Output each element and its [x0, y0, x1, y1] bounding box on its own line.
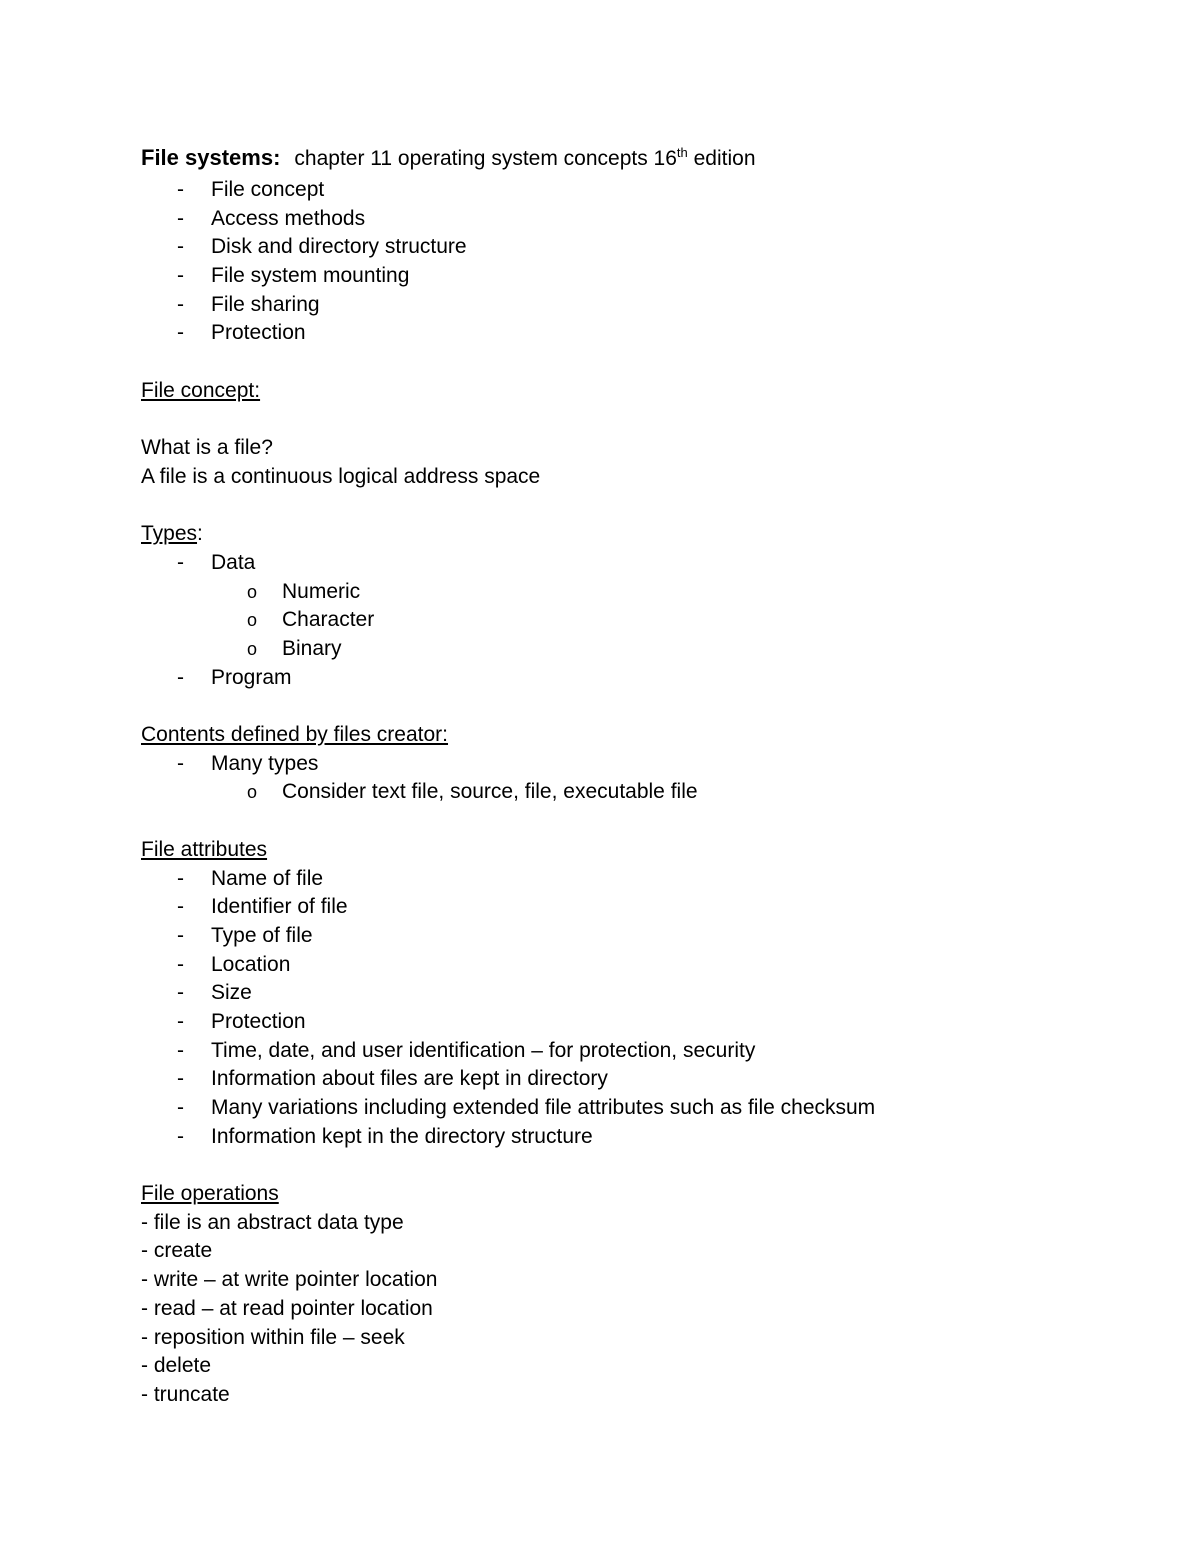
list-item	[141, 205, 1141, 234]
list-item	[141, 893, 1141, 922]
list-item-text: Protection	[211, 1009, 306, 1033]
operation-line: - create	[141, 1239, 213, 1263]
paragraph-answer: A file is a continuous logical address space	[141, 464, 541, 488]
list-item	[141, 291, 1141, 320]
circle-bullet: o	[247, 581, 258, 602]
list-item	[141, 664, 1141, 693]
section-heading-attributes: File attributes	[141, 837, 268, 861]
sub-list-item	[141, 578, 1141, 607]
list-item-text: Many types	[211, 751, 319, 775]
list-item	[141, 750, 1141, 779]
list-item-text: Identifier of file	[211, 895, 348, 919]
list-item-text: Access methods	[211, 206, 366, 230]
dash-bullet: -	[177, 264, 184, 288]
sub-list-item-text: Character	[282, 608, 375, 632]
sub-list-item	[141, 635, 1141, 664]
dash-bullet: -	[177, 321, 184, 345]
dash-bullet: -	[177, 895, 184, 919]
sub-list-item-text: Numeric	[282, 579, 361, 603]
title-bold: File systems:	[141, 145, 281, 170]
sub-list-item	[141, 606, 1141, 635]
sub-list-item-text: Binary	[282, 637, 342, 660]
dash-bullet: -	[177, 1067, 184, 1091]
list-item-text: Size	[211, 981, 252, 1005]
document-body	[141, 140, 1141, 1410]
list-item-text: Time, date, and user identification – for protection, security	[211, 1038, 756, 1062]
list-item	[141, 1094, 1141, 1123]
dash-bullet: -	[177, 550, 184, 574]
list-item-text: Information kept in the directory structure	[211, 1124, 593, 1148]
list-item-text: File sharing	[211, 292, 320, 316]
title-rest: chapter 11 operating system concepts 16	[294, 147, 677, 170]
section-heading-operations: File operations	[141, 1182, 279, 1206]
circle-bullet: o	[247, 782, 258, 803]
list-item-text: Many variations including extended file attributes such as file checksum	[211, 1096, 876, 1119]
spacer	[141, 1151, 1141, 1180]
list-item	[141, 979, 1141, 1008]
list-item-text: Program	[211, 665, 292, 689]
spacer	[141, 348, 1141, 377]
title-superscript: th	[676, 145, 688, 160]
section-heading-file-concept: File concept:	[141, 378, 261, 402]
dash-bullet: -	[177, 981, 184, 1005]
section-heading-contents: Contents defined by files creator:	[141, 723, 449, 747]
list-item	[141, 1065, 1141, 1094]
circle-bullet: o	[247, 639, 258, 659]
dash-bullet: -	[177, 751, 184, 775]
page-title	[141, 140, 1141, 176]
operation-line: - truncate	[141, 1382, 230, 1406]
dash-bullet: -	[177, 178, 184, 201]
dash-bullet: -	[177, 866, 184, 890]
list-item	[141, 1123, 1141, 1152]
dash-bullet: -	[177, 952, 184, 976]
list-item	[141, 951, 1141, 980]
list-item-text: Location	[211, 952, 291, 976]
circle-bullet: o	[247, 610, 258, 631]
list-item	[141, 1008, 1141, 1037]
list-item-text: File concept	[211, 178, 325, 201]
dash-bullet: -	[177, 1096, 184, 1119]
sub-list-item-text: Consider text file, source, file, executable file	[282, 780, 698, 804]
dash-bullet: -	[177, 665, 184, 689]
list-item	[141, 319, 1141, 348]
operation-line: - read – at read pointer location	[141, 1296, 433, 1320]
dash-bullet: -	[177, 292, 184, 316]
list-item-text: Information about files are kept in directory	[211, 1067, 608, 1091]
paragraph-question: What is a file?	[141, 436, 273, 460]
sub-list-item	[141, 778, 1141, 807]
list-item	[141, 262, 1141, 291]
list-item-text: Protection	[211, 321, 306, 345]
operation-line: - file is an abstract data type	[141, 1210, 404, 1234]
operation-line: - reposition within file – seek	[141, 1325, 405, 1349]
list-item	[141, 1037, 1141, 1066]
dash-bullet: -	[177, 206, 184, 230]
list-item	[141, 865, 1141, 894]
dash-bullet: -	[177, 923, 184, 947]
operation-line: - delete	[141, 1354, 212, 1378]
list-item-text: Name of file	[211, 866, 324, 890]
dash-bullet: -	[177, 1038, 184, 1062]
spacer	[141, 807, 1141, 836]
list-item-text: Disk and directory structure	[211, 235, 467, 259]
dash-bullet: -	[177, 1009, 184, 1033]
section-heading-types: Types:	[141, 522, 203, 546]
operation-line: - write – at write pointer location	[141, 1268, 438, 1292]
spacer	[141, 692, 1141, 721]
list-item	[141, 176, 1141, 205]
list-item-text: Type of file	[211, 923, 313, 947]
spacer	[141, 492, 1141, 521]
list-item	[141, 549, 1141, 578]
list-item	[141, 922, 1141, 951]
dash-bullet: -	[177, 235, 184, 259]
list-item-text: Data	[211, 550, 256, 574]
title-tail: edition	[693, 147, 756, 170]
list-item-text: File system mounting	[211, 264, 410, 288]
dash-bullet: -	[177, 1124, 184, 1148]
spacer	[141, 406, 1141, 435]
list-item	[141, 233, 1141, 262]
